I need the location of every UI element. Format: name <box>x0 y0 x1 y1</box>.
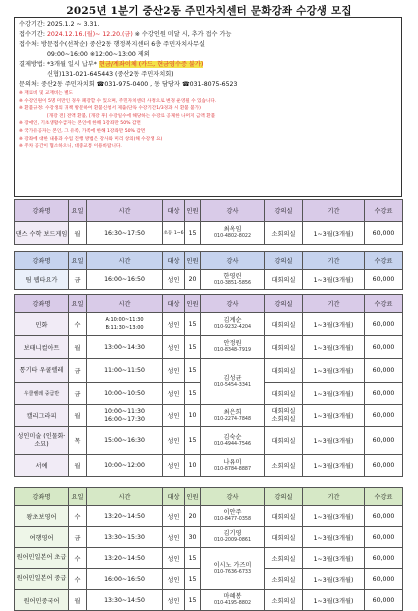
course-cap: 15 <box>185 313 201 336</box>
course-teacher: 나유미 010-8784-8887 <box>201 455 265 477</box>
course-name: 성인미술 (인물화·소묘) <box>15 427 69 455</box>
course-target: 성인 <box>163 506 185 527</box>
notice-rule: [개강 전] 전액 환불, [개강 후] 수강일수에 해당하는 수강료 공제한 나머지 금액 환불 <box>47 113 216 119</box>
course-name: 원어민일본어 초급 <box>15 548 69 569</box>
course-name: 왕초보영어 <box>15 506 69 527</box>
col-day: 요일 <box>69 252 87 270</box>
table-header-row <box>15 295 403 313</box>
course-target: 성인 <box>163 427 185 455</box>
course-day: 월 <box>69 222 87 245</box>
course-period: 1~3월(3개월) <box>303 222 365 245</box>
course-name: 통기타 우쿨렐레 <box>15 359 69 383</box>
course-period: 1~3월(3개월) <box>303 270 365 290</box>
course-table-arts <box>14 294 403 477</box>
course-target: 성인 <box>163 383 185 405</box>
course-day: 수 <box>69 506 87 527</box>
col-target: 대상 <box>163 252 185 270</box>
course-room: 대회의실 <box>265 527 303 548</box>
course-name: 민화 <box>15 313 69 336</box>
col-fee: 수강료 <box>365 488 403 506</box>
col-time: 시간 <box>87 488 163 506</box>
col-cap: 인원 <box>185 488 201 506</box>
course-day: 월 <box>69 455 87 477</box>
col-teacher: 강사 <box>201 488 265 506</box>
course-fee: 60,000 <box>365 427 403 455</box>
course-teacher: 한영린 010-3851-5856 <box>201 270 265 290</box>
course-period: 1~3월(3개월) <box>303 427 365 455</box>
course-period: 1~3월(3개월) <box>303 383 365 405</box>
course-room: 대회의실 소회의실 <box>265 405 303 427</box>
course-teacher: 김숙순 010-4944-7546 <box>201 427 265 455</box>
course-fee: 60,000 <box>365 590 403 611</box>
course-target: 성인 <box>163 313 185 336</box>
course-cap: 10 <box>185 455 201 477</box>
course-teacher: 최은희 010-2274-7848 <box>201 405 265 427</box>
course-cap: 15 <box>185 222 201 245</box>
table-row <box>15 548 403 569</box>
course-period: 1~3월(3개월) <box>303 313 365 336</box>
table-row <box>15 313 403 336</box>
col-name: 강좌명 <box>15 200 69 222</box>
course-cap: 20 <box>185 506 201 527</box>
col-day: 요일 <box>69 488 87 506</box>
col-time: 시간 <box>87 252 163 270</box>
course-fee: 60,000 <box>365 383 403 405</box>
col-name: 강좌명 <box>15 252 69 270</box>
notice-rule: ※ 강좌에 대한 내용과 수업 진행 방법은 강사와 미리 상의(해 수강생 요) <box>19 136 163 142</box>
table-header-row <box>15 488 403 506</box>
notice-rule: ※ 수강인원이 5명 미만인 경우 폐강할 수 있으며, 주민자치센터 사정으로 변경 운영될 수 있습니다. <box>19 98 217 104</box>
col-period: 기간 <box>303 295 365 313</box>
course-room: 소회의실 <box>265 455 303 477</box>
table-row <box>15 527 403 548</box>
course-name: 서예 <box>15 455 69 477</box>
table-row <box>15 506 403 527</box>
course-table-children <box>14 199 403 245</box>
col-time: 시간 <box>87 295 163 313</box>
course-day: 금 <box>69 383 87 405</box>
course-target: 성인 <box>163 569 185 590</box>
col-time: 시간 <box>87 200 163 222</box>
notice-place: 접수처: 방문접수(선착순) 중산2동 행정복지센터 6층 주민자치사무실 <box>19 41 206 48</box>
course-day: 금 <box>69 270 87 290</box>
course-target: 성인 <box>163 359 185 383</box>
table-row <box>15 359 403 383</box>
course-day: 월 <box>69 336 87 359</box>
course-period: 1~3월(3개월) <box>303 359 365 383</box>
col-target: 대상 <box>163 200 185 222</box>
notice-contact: 문의처: 중산2동 주민자치회 ☎031-975-0400 , 동 담당자 ☎031-8075-6523 <box>19 81 238 88</box>
course-room: 대회의실 <box>265 270 303 290</box>
course-period: 1~3월(3개월) <box>303 569 365 590</box>
course-target: 성인 <box>163 527 185 548</box>
course-name: 팀 웹타요가 <box>15 270 69 290</box>
course-name: 원어민중국어 <box>15 590 69 611</box>
course-cap: 15 <box>185 590 201 611</box>
course-fee: 60,000 <box>365 506 403 527</box>
course-target: 성인 <box>163 270 185 290</box>
course-fee: 60,000 <box>365 405 403 427</box>
course-room: 소회의실 <box>265 569 303 590</box>
course-room: 대회의실 <box>265 359 303 383</box>
course-day: 수 <box>69 569 87 590</box>
table-row <box>15 336 403 359</box>
course-day: 금 <box>69 527 87 548</box>
course-name: 캘리그라피 <box>15 405 69 427</box>
course-time: 13:20~14:50 <box>87 506 163 527</box>
notice-rule: ※ 환불규정: 수강생의 귀책 방문하여 환불신청서 제출(단독 수강기간1/3경과 시 환불 불가) <box>19 106 201 112</box>
course-time: 16:30~17:50 <box>87 222 163 245</box>
course-day: 수 <box>69 548 87 569</box>
course-target: 성인 <box>163 590 185 611</box>
course-fee: 60,000 <box>365 270 403 290</box>
col-name: 강좌명 <box>15 488 69 506</box>
notice-payment: 결제방법: *3개월 일시 납부* 현금/계좌이체 (카드, 현금영수증 불가) <box>19 61 204 68</box>
table-row <box>15 455 403 477</box>
course-time: 11:00~11:50 <box>87 359 163 383</box>
course-teacher: 이시노 가즈미 010-7636-6733 <box>201 548 265 590</box>
course-teacher: 이안주 010-8477-0358 <box>201 506 265 527</box>
course-time: 10:00~11:30 16:00~17:30 <box>87 405 163 427</box>
course-fee: 60,000 <box>365 359 403 383</box>
col-name: 강좌명 <box>15 295 69 313</box>
course-fee: 60,000 <box>365 336 403 359</box>
table-row <box>15 222 403 245</box>
course-target: 초등 1~6 <box>163 222 185 245</box>
table-header-row <box>15 252 403 270</box>
col-target: 대상 <box>163 295 185 313</box>
course-day: 목 <box>69 427 87 455</box>
col-cap: 인원 <box>185 295 201 313</box>
course-teacher: 김기영 010-2009-0861 <box>201 527 265 548</box>
course-teacher: 김계순 010-9232-4204 <box>201 313 265 336</box>
col-fee: 수강료 <box>365 252 403 270</box>
notice-rule: ※ 주차 공간이 협소하오니, 대중교통 이용바랍니다. <box>19 144 122 150</box>
course-room: 대회의실 <box>265 383 303 405</box>
course-period: 1~3월(3개월) <box>303 506 365 527</box>
payment-method: 현금/계좌이체 (카드, 현금영수증 불가) <box>98 61 204 68</box>
col-day: 요일 <box>69 200 87 222</box>
course-period: 1~3월(3개월) <box>303 590 365 611</box>
course-room: 대회의실 <box>265 313 303 336</box>
course-target: 성인 <box>163 405 185 427</box>
col-cap: 인원 <box>185 252 201 270</box>
course-name: 우쿨렐레 중급반 <box>15 383 69 405</box>
course-day: 금 <box>69 359 87 383</box>
notice-box <box>14 17 402 197</box>
course-name: 댄스 수학 보드게임 <box>15 222 69 245</box>
apply-dates: 2024.12.16.(월)~ 12.20.(금) <box>46 31 133 38</box>
course-room: 소회의실 <box>265 590 303 611</box>
course-time: 10:00~10:50 <box>87 383 163 405</box>
course-cap: 15 <box>185 548 201 569</box>
course-name: 여행영어 <box>15 527 69 548</box>
course-room: 대회의실 <box>265 336 303 359</box>
course-teacher: 최옥임 010-4802-8022 <box>201 222 265 245</box>
course-time: 13:00~14:30 <box>87 336 163 359</box>
col-room: 강의실 <box>265 200 303 222</box>
col-room: 강의실 <box>265 252 303 270</box>
course-cap: 15 <box>185 427 201 455</box>
course-time: 16:00~16:50 <box>87 569 163 590</box>
course-target: 성인 <box>163 336 185 359</box>
table-row <box>15 590 403 611</box>
col-teacher: 강사 <box>201 295 265 313</box>
course-time: 13:30~15:30 <box>87 527 163 548</box>
course-period: 1~3월(3개월) <box>303 527 365 548</box>
notice-apply: 접수기간: 2024.12.16.(월)~ 12.20.(금) ※ 수강인원 미달 시, 추가 접수 가능 <box>19 31 232 38</box>
course-teacher: 마혜봉 010-4195-8802 <box>201 590 265 611</box>
course-fee: 60,000 <box>365 222 403 245</box>
course-time: 15:00~16:30 <box>87 427 163 455</box>
notice-rule: ※ 재료비 및 교재비는 별도 <box>19 91 74 96</box>
notice-bank: 신협)131-021-645443 (중산2동 주민자치회) <box>47 71 174 78</box>
course-target: 성인 <box>163 455 185 477</box>
notice-rule: ※ 국가유공자는 본인, 그 유족, 가족에 한해 1강좌만 50% 감면 <box>19 128 146 134</box>
course-table-yoga <box>14 251 403 290</box>
course-fee: 60,000 <box>365 548 403 569</box>
col-room: 강의실 <box>265 488 303 506</box>
course-fee: 60,000 <box>365 527 403 548</box>
course-time: 13:20~14:50 <box>87 548 163 569</box>
notice-period: 수강기간: 2025.1.2 ~ 3.31. <box>19 21 100 28</box>
table-row <box>15 270 403 290</box>
col-fee: 수강료 <box>365 200 403 222</box>
course-day: 수 <box>69 313 87 336</box>
course-name: 보태니컬아트 <box>15 336 69 359</box>
col-period: 기간 <box>303 488 365 506</box>
course-cap: 20 <box>185 270 201 290</box>
course-cap: 15 <box>185 569 201 590</box>
col-day: 요일 <box>69 295 87 313</box>
col-teacher: 강사 <box>201 252 265 270</box>
course-cap: 15 <box>185 359 201 383</box>
course-room: 소회의실 <box>265 222 303 245</box>
course-room: 대회의실 <box>265 506 303 527</box>
course-room: 대회의실 <box>265 427 303 455</box>
col-fee: 수강료 <box>365 295 403 313</box>
course-time: 13:30~14:50 <box>87 590 163 611</box>
course-teacher: 김성균 010-5454-3341 <box>201 359 265 405</box>
course-period: 1~3월(3개월) <box>303 548 365 569</box>
notice-rule: ※ 장애인, 기초생활수급자는 본인에 한해 1강좌만 50% 감면 <box>19 121 141 127</box>
course-cap: 15 <box>185 383 201 405</box>
course-fee: 60,000 <box>365 313 403 336</box>
col-cap: 인원 <box>185 200 201 222</box>
course-fee: 60,000 <box>365 455 403 477</box>
course-cap: 30 <box>185 527 201 548</box>
col-period: 기간 <box>303 200 365 222</box>
course-cap: 10 <box>185 405 201 427</box>
course-period: 1~3월(3개월) <box>303 455 365 477</box>
course-time: 10:00~12:00 <box>87 455 163 477</box>
notice-hours: 09:00~16:00 ※12:00~13:00 제외 <box>47 51 150 58</box>
table-header-row <box>15 200 403 222</box>
col-target: 대상 <box>163 488 185 506</box>
course-table-languages <box>14 487 403 611</box>
course-target: 성인 <box>163 548 185 569</box>
page-title: 2025년 1분기 중산2동 주민자치센터 문화강좌 수강생 모집 <box>66 5 352 17</box>
course-room: 소회의실 <box>265 548 303 569</box>
course-time: A:10:00~11:30 B:11:30~13:00 <box>87 313 163 336</box>
course-fee: 60,000 <box>365 569 403 590</box>
col-teacher: 강사 <box>201 200 265 222</box>
course-time: 16:00~16:50 <box>87 270 163 290</box>
course-period: 1~3월(3개월) <box>303 405 365 427</box>
col-period: 기간 <box>303 252 365 270</box>
table-row <box>15 405 403 427</box>
col-room: 강의실 <box>265 295 303 313</box>
table-row <box>15 427 403 455</box>
course-teacher: 안정원 010-8348-7919 <box>201 336 265 359</box>
course-name: 원어민일본어 중급 <box>15 569 69 590</box>
course-period: 1~3월(3개월) <box>303 336 365 359</box>
course-cap: 15 <box>185 336 201 359</box>
course-day: 월 <box>69 405 87 427</box>
course-day: 월 <box>69 590 87 611</box>
